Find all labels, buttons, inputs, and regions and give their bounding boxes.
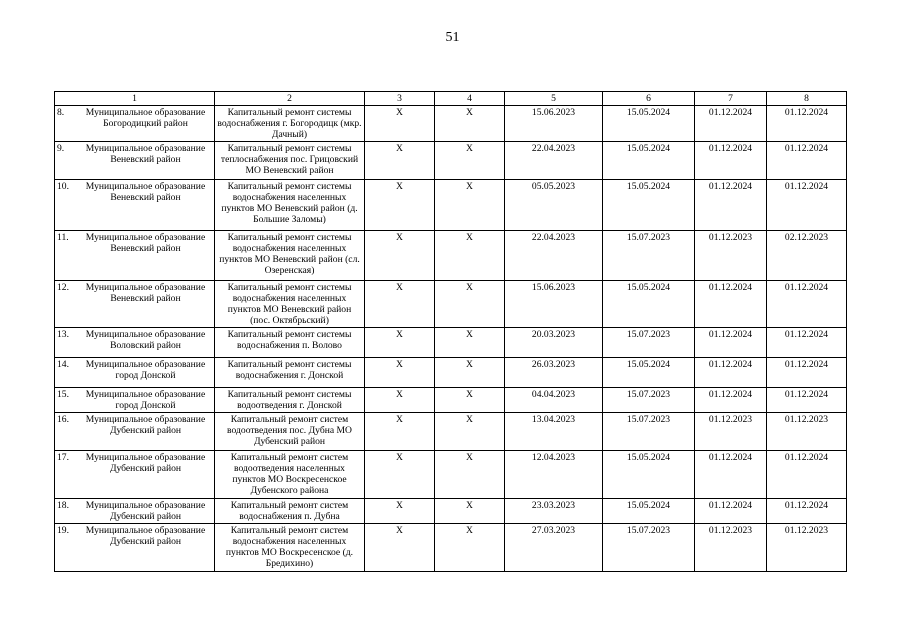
municipality-cell: [55, 413, 215, 451]
col3-cell: Х: [365, 451, 435, 499]
date-col8-cell: 01.12.2024: [767, 106, 847, 142]
date-col5-cell: 15.06.2023: [505, 106, 603, 142]
col3-cell: Х: [365, 142, 435, 180]
col3-cell: Х: [365, 281, 435, 328]
col4-cell: Х: [435, 328, 505, 358]
col3-cell: Х: [365, 524, 435, 572]
date-col7-cell: 01.12.2023: [695, 524, 767, 572]
date-col5-cell: 12.04.2023: [505, 451, 603, 499]
table-row: [55, 231, 847, 281]
date-col5-cell: 23.03.2023: [505, 499, 603, 524]
date-col8-cell: 01.12.2023: [767, 413, 847, 451]
col4-cell: Х: [435, 524, 505, 572]
col4-cell: Х: [435, 451, 505, 499]
col4-cell: Х: [435, 231, 505, 281]
object-cell: Капитальный ремонт системы водоснабжения населенных пунктов МО Веневский район (д. Большие Заломы): [215, 180, 365, 231]
municipality-name: Муниципальное образование Веневский район: [85, 143, 206, 165]
date-col6-cell: 15.07.2023: [603, 413, 695, 451]
object-cell: Капитальный ремонт системы водоснабжения населенных пунктов МО Веневский район (сл. Озеренская): [215, 231, 365, 281]
object-cell: Капитальный ремонт системы водоотведения г. Донской: [215, 388, 365, 413]
table-row: [55, 281, 847, 328]
table-row: [55, 388, 847, 413]
municipality-cell: [55, 358, 215, 388]
date-col5-cell: 22.04.2023: [505, 142, 603, 180]
row-number: 10.: [57, 181, 69, 192]
col3-cell: Х: [365, 180, 435, 231]
row-number: 12.: [57, 282, 69, 293]
date-col6-cell: 15.05.2024: [603, 499, 695, 524]
column-header: 2: [215, 92, 365, 106]
municipality-name: Муниципальное образование Воловский район: [85, 329, 206, 351]
municipality-name: Муниципальное образование Богородицкий район: [85, 107, 206, 129]
object-cell: Капитальный ремонт систем водоснабжения населенных пунктов МО Воскресенское (д. Бредихино): [215, 524, 365, 572]
date-col6-cell: 15.05.2024: [603, 142, 695, 180]
col3-cell: Х: [365, 413, 435, 451]
col3-cell: Х: [365, 328, 435, 358]
municipality-name: Муниципальное образование Дубенский район: [85, 414, 206, 436]
date-col8-cell: 01.12.2024: [767, 358, 847, 388]
date-col7-cell: 01.12.2024: [695, 180, 767, 231]
col3-cell: Х: [365, 499, 435, 524]
date-col8-cell: 01.12.2024: [767, 180, 847, 231]
column-header: 7: [695, 92, 767, 106]
date-col8-cell: 01.12.2023: [767, 524, 847, 572]
date-col8-cell: 01.12.2024: [767, 388, 847, 413]
page-number: 51: [445, 30, 460, 45]
column-header: 4: [435, 92, 505, 106]
date-col7-cell: 01.12.2023: [695, 413, 767, 451]
column-header: 6: [603, 92, 695, 106]
municipality-cell: [55, 180, 215, 231]
date-col6-cell: 15.07.2023: [603, 328, 695, 358]
row-number: 13.: [57, 329, 69, 340]
date-col7-cell: 01.12.2024: [695, 328, 767, 358]
object-cell: Капитальный ремонт систем водоотведения пос. Дубна МО Дубенский район: [215, 413, 365, 451]
date-col8-cell: 01.12.2024: [767, 328, 847, 358]
municipality-cell: [55, 142, 215, 180]
col3-cell: Х: [365, 388, 435, 413]
column-header: 3: [365, 92, 435, 106]
col3-cell: Х: [365, 106, 435, 142]
municipality-cell: [55, 328, 215, 358]
object-cell: Капитальный ремонт систем водоотведения населенных пунктов МО Воскресенское Дубенского района: [215, 451, 365, 499]
date-col7-cell: 01.12.2024: [695, 142, 767, 180]
col3-cell: Х: [365, 358, 435, 388]
date-col6-cell: 15.05.2024: [603, 281, 695, 328]
municipality-name: Муниципальное образование Дубенский район: [85, 525, 206, 547]
date-col7-cell: 01.12.2024: [695, 388, 767, 413]
col4-cell: Х: [435, 180, 505, 231]
col4-cell: Х: [435, 413, 505, 451]
municipality-name: Муниципальное образование Веневский район: [85, 181, 206, 203]
municipality-name: Муниципальное образование Веневский район: [85, 232, 206, 254]
table-row: [55, 142, 847, 180]
row-number: 16.: [57, 414, 69, 425]
date-col8-cell: 01.12.2024: [767, 451, 847, 499]
row-number: 9.: [57, 143, 65, 154]
date-col5-cell: 05.05.2023: [505, 180, 603, 231]
row-number: 11.: [57, 232, 69, 243]
date-col6-cell: 15.07.2023: [603, 231, 695, 281]
table-header-row: [55, 92, 847, 106]
date-col7-cell: 01.12.2024: [695, 106, 767, 142]
object-cell: Капитальный ремонт системы водоснабжения г. Донской: [215, 358, 365, 388]
municipality-name: Муниципальное образование Дубенский район: [85, 500, 206, 522]
date-col5-cell: 15.06.2023: [505, 281, 603, 328]
date-col8-cell: 01.12.2024: [767, 499, 847, 524]
date-col8-cell: 01.12.2024: [767, 142, 847, 180]
date-col7-cell: 01.12.2024: [695, 499, 767, 524]
date-col8-cell: 02.12.2023: [767, 231, 847, 281]
date-col5-cell: 13.04.2023: [505, 413, 603, 451]
date-col6-cell: 15.05.2024: [603, 180, 695, 231]
row-number: 14.: [57, 359, 69, 370]
date-col7-cell: 01.12.2024: [695, 281, 767, 328]
municipality-cell: [55, 106, 215, 142]
object-cell: Капитальный ремонт системы теплоснабжения пос. Грицовский МО Веневский район: [215, 142, 365, 180]
municipality-name: Муниципальное образование город Донской: [85, 389, 206, 411]
municipality-cell: [55, 499, 215, 524]
row-number: 19.: [57, 525, 69, 536]
date-col6-cell: 15.07.2023: [603, 524, 695, 572]
column-header: 1: [55, 92, 215, 106]
date-col7-cell: 01.12.2024: [695, 451, 767, 499]
municipality-name: Муниципальное образование город Донской: [85, 359, 206, 381]
schedule-table: [54, 91, 847, 572]
column-header: 5: [505, 92, 603, 106]
col4-cell: Х: [435, 106, 505, 142]
table-row: [55, 413, 847, 451]
date-col6-cell: 15.07.2023: [603, 388, 695, 413]
date-col5-cell: 26.03.2023: [505, 358, 603, 388]
date-col6-cell: 15.05.2024: [603, 106, 695, 142]
object-cell: Капитальный ремонт системы водоснабжения п. Волово: [215, 328, 365, 358]
municipality-name: Муниципальное образование Веневский район: [85, 282, 206, 304]
table-row: [55, 106, 847, 142]
date-col8-cell: 01.12.2024: [767, 281, 847, 328]
table-row: [55, 524, 847, 572]
date-col5-cell: 20.03.2023: [505, 328, 603, 358]
municipality-cell: [55, 231, 215, 281]
col4-cell: Х: [435, 388, 505, 413]
municipality-cell: [55, 388, 215, 413]
column-header: 8: [767, 92, 847, 106]
object-cell: Капитальный ремонт системы водоснабжения населенных пунктов МО Веневский район (пос. Октябрьский): [215, 281, 365, 328]
municipality-cell: [55, 524, 215, 572]
date-col7-cell: 01.12.2023: [695, 231, 767, 281]
col3-cell: Х: [365, 231, 435, 281]
municipality-cell: [55, 451, 215, 499]
table-row: [55, 451, 847, 499]
row-number: 8.: [57, 107, 65, 118]
row-number: 17.: [57, 452, 69, 463]
table-row: [55, 358, 847, 388]
object-cell: Капитальный ремонт системы водоснабжения г. Богородицк (мкр. Дачный): [215, 106, 365, 142]
table-row: [55, 499, 847, 524]
table-row: [55, 328, 847, 358]
row-number: 18.: [57, 500, 69, 511]
row-number: 15.: [57, 389, 69, 400]
date-col5-cell: 04.04.2023: [505, 388, 603, 413]
municipality-cell: [55, 281, 215, 328]
municipality-name: Муниципальное образование Дубенский район: [85, 452, 206, 474]
date-col5-cell: 27.03.2023: [505, 524, 603, 572]
col4-cell: Х: [435, 499, 505, 524]
date-col6-cell: 15.05.2024: [603, 451, 695, 499]
date-col7-cell: 01.12.2024: [695, 358, 767, 388]
date-col6-cell: 15.05.2024: [603, 358, 695, 388]
col4-cell: Х: [435, 281, 505, 328]
date-col5-cell: 22.04.2023: [505, 231, 603, 281]
col4-cell: Х: [435, 142, 505, 180]
table-row: [55, 180, 847, 231]
col4-cell: Х: [435, 358, 505, 388]
object-cell: Капитальный ремонт систем водоснабжения п. Дубна: [215, 499, 365, 524]
